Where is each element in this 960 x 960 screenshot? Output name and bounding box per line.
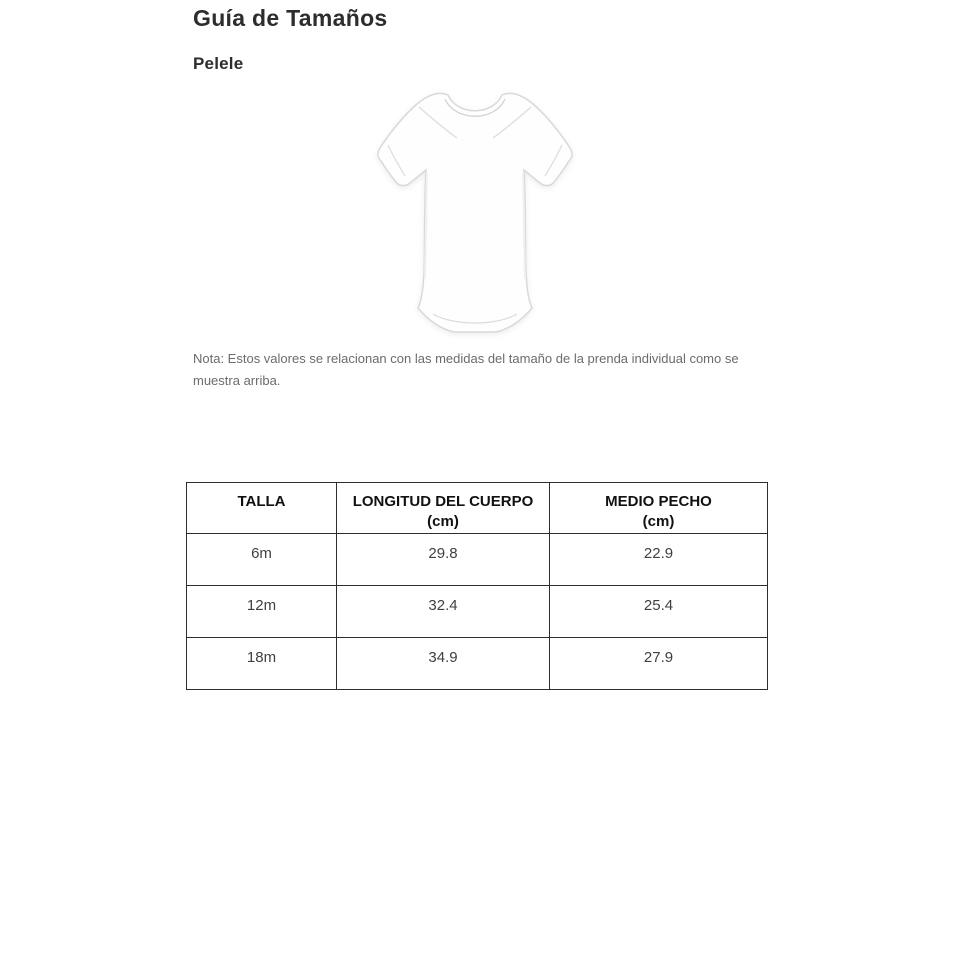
half-chest-cell: 22.9 — [550, 534, 768, 586]
body-length-cell: 34.9 — [337, 638, 550, 690]
column-header-label: LONGITUD DEL CUERPO — [352, 493, 534, 510]
size-guide-table — [186, 482, 768, 690]
body-length-cell: 29.8 — [337, 534, 550, 586]
column-header-label: MEDIO PECHO — [605, 493, 712, 510]
half-chest-cell: 27.9 — [550, 638, 768, 690]
half-chest-cell: 25.4 — [550, 586, 768, 638]
column-header-label: TALLA — [237, 493, 286, 510]
table-row-12m — [187, 586, 768, 638]
column-header-talla — [187, 483, 337, 534]
column-header-sublabel: (cm) — [427, 512, 459, 530]
page-title: Guía de Tamaños — [193, 5, 388, 31]
product-image — [375, 88, 575, 340]
column-header-pecho — [550, 483, 768, 534]
size-cell: 18m — [187, 638, 337, 690]
baby-bodysuit-icon — [375, 88, 575, 340]
size-cell: 6m — [187, 534, 337, 586]
header-row — [187, 483, 768, 534]
size-cell: 12m — [187, 586, 337, 638]
product-type-subtitle: Pelele — [193, 54, 244, 73]
table-row-6m — [187, 534, 768, 586]
size-note: Nota: Estos valores se relacionan con las medidas del tamaño de la prenda individual como se muestra arriba. — [193, 351, 739, 389]
column-header-longitud — [337, 483, 550, 534]
table-row-18m — [187, 638, 768, 690]
body-length-cell: 32.4 — [337, 586, 550, 638]
column-header-sublabel: (cm) — [642, 512, 675, 530]
